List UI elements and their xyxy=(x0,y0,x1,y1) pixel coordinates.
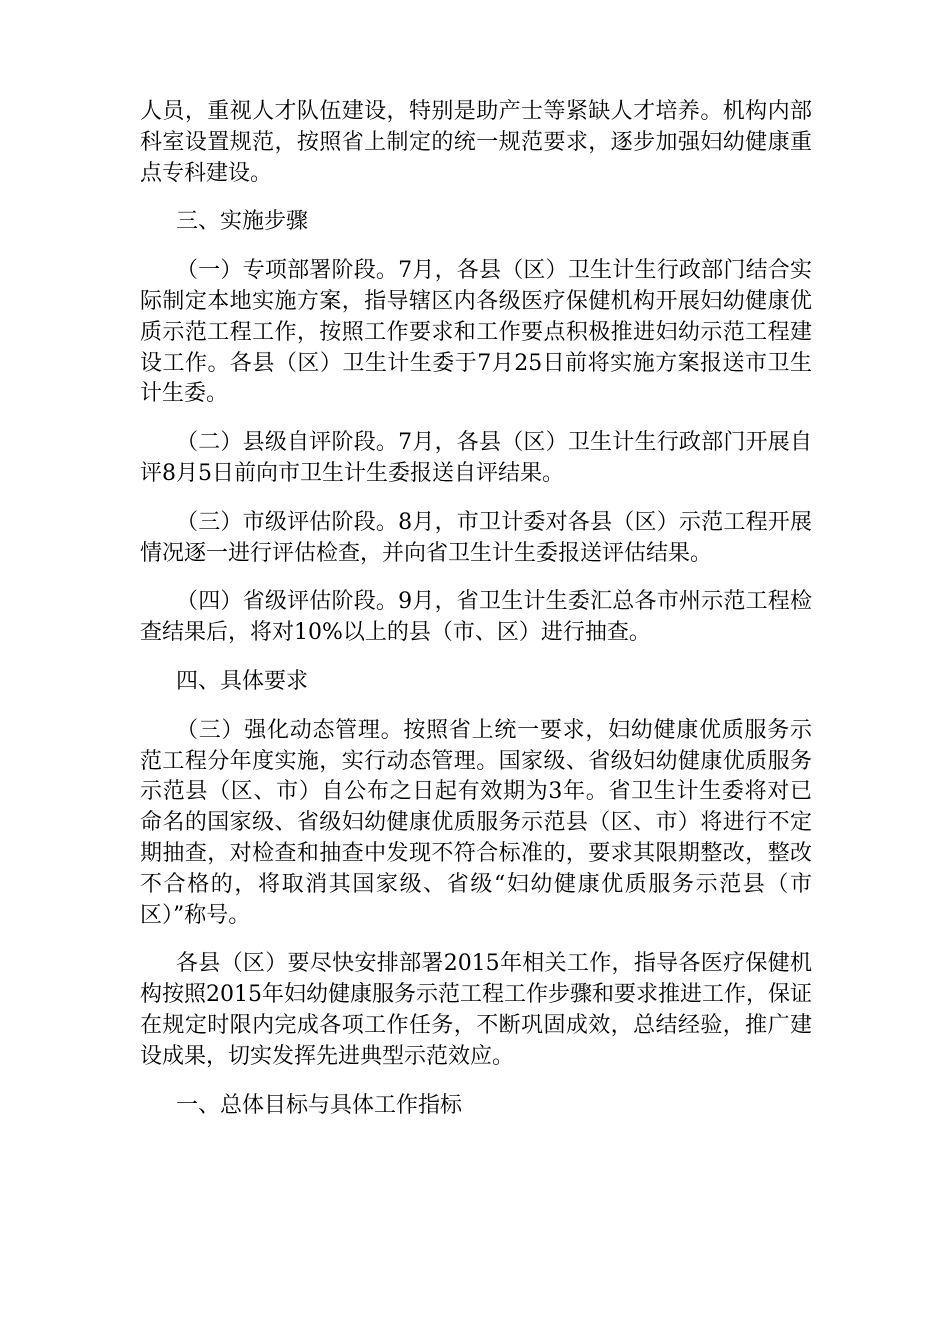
paragraph-stage-3: （三）市级评估阶段。8月，市卫计委对各县（区）示范工程开展情况逐一进行评估检查，并向省卫生计生委报送评估结果。 xyxy=(140,509,812,566)
heading-specific-requirements: 四、具体要求 xyxy=(176,668,309,694)
paragraph-stage-1: （一）专项部署阶段。7月，各县（区）卫生计生行政部门结合实际制定本地实施方案，指导辖区内各级医疗保健机构开展妇幼健康优质示范工程工作，按照工作要求和工作要点积极推进妇幼示范工程建设工作。各县（区）卫生计生委于7月25日前将实施方案报送市卫生计生委。 xyxy=(140,258,812,407)
paragraph-stage-2: （二）县级自评阶段。7月，各县（区）卫生计生行政部门开展自评8月5日前向市卫生计生委报送自评结果。 xyxy=(140,430,812,486)
paragraph-stage-4: （四）省级评估阶段。9月，省卫生计生委汇总各市州示范工程检查结果后，将对10%以上的县（市、区）进行抽查。 xyxy=(140,589,812,646)
paragraph-dynamic-management: （三）强化动态管理。按照省上统一要求，妇幼健康优质服务示范工程分年度实施，实行动态管理。国家级、省级妇幼健康优质服务示范县（区、市）自公布之日起有效期为3年。省卫生计生委将对已命名的国家级、省级妇幼健康优质服务示范县（区、市）将进行不定期抽查，对检查和抽查中发现不符合标准的，要求其限期整改，整改不合格的，将取消其国家级、省级“妇幼健康优质服务示范县（市区）”称号。 xyxy=(140,717,812,928)
heading-overall-goals: 一、总体目标与具体工作指标 xyxy=(176,1092,463,1118)
document-body xyxy=(140,97,812,1139)
paragraph-county-arrangement: 各县（区）要尽快安排部署2015年相关工作，指导各医疗保健机构按照2015年妇幼健康服务示范工程工作步骤和要求推进工作，保证在规定时限内完成各项工作任务，不断巩固成效，总结经验，推广建设成果，切实发挥先进典型示范效应。 xyxy=(140,951,812,1069)
heading-implementation-steps: 三、实施步骤 xyxy=(176,209,309,235)
paragraph-staffing: 人员，重视人才队伍建设，特别是助产士等紧缺人才培养。机构内部科室设置规范，按照省上制定的统一规范要求，逐步加强妇幼健康重点专科建设。 xyxy=(140,99,812,186)
